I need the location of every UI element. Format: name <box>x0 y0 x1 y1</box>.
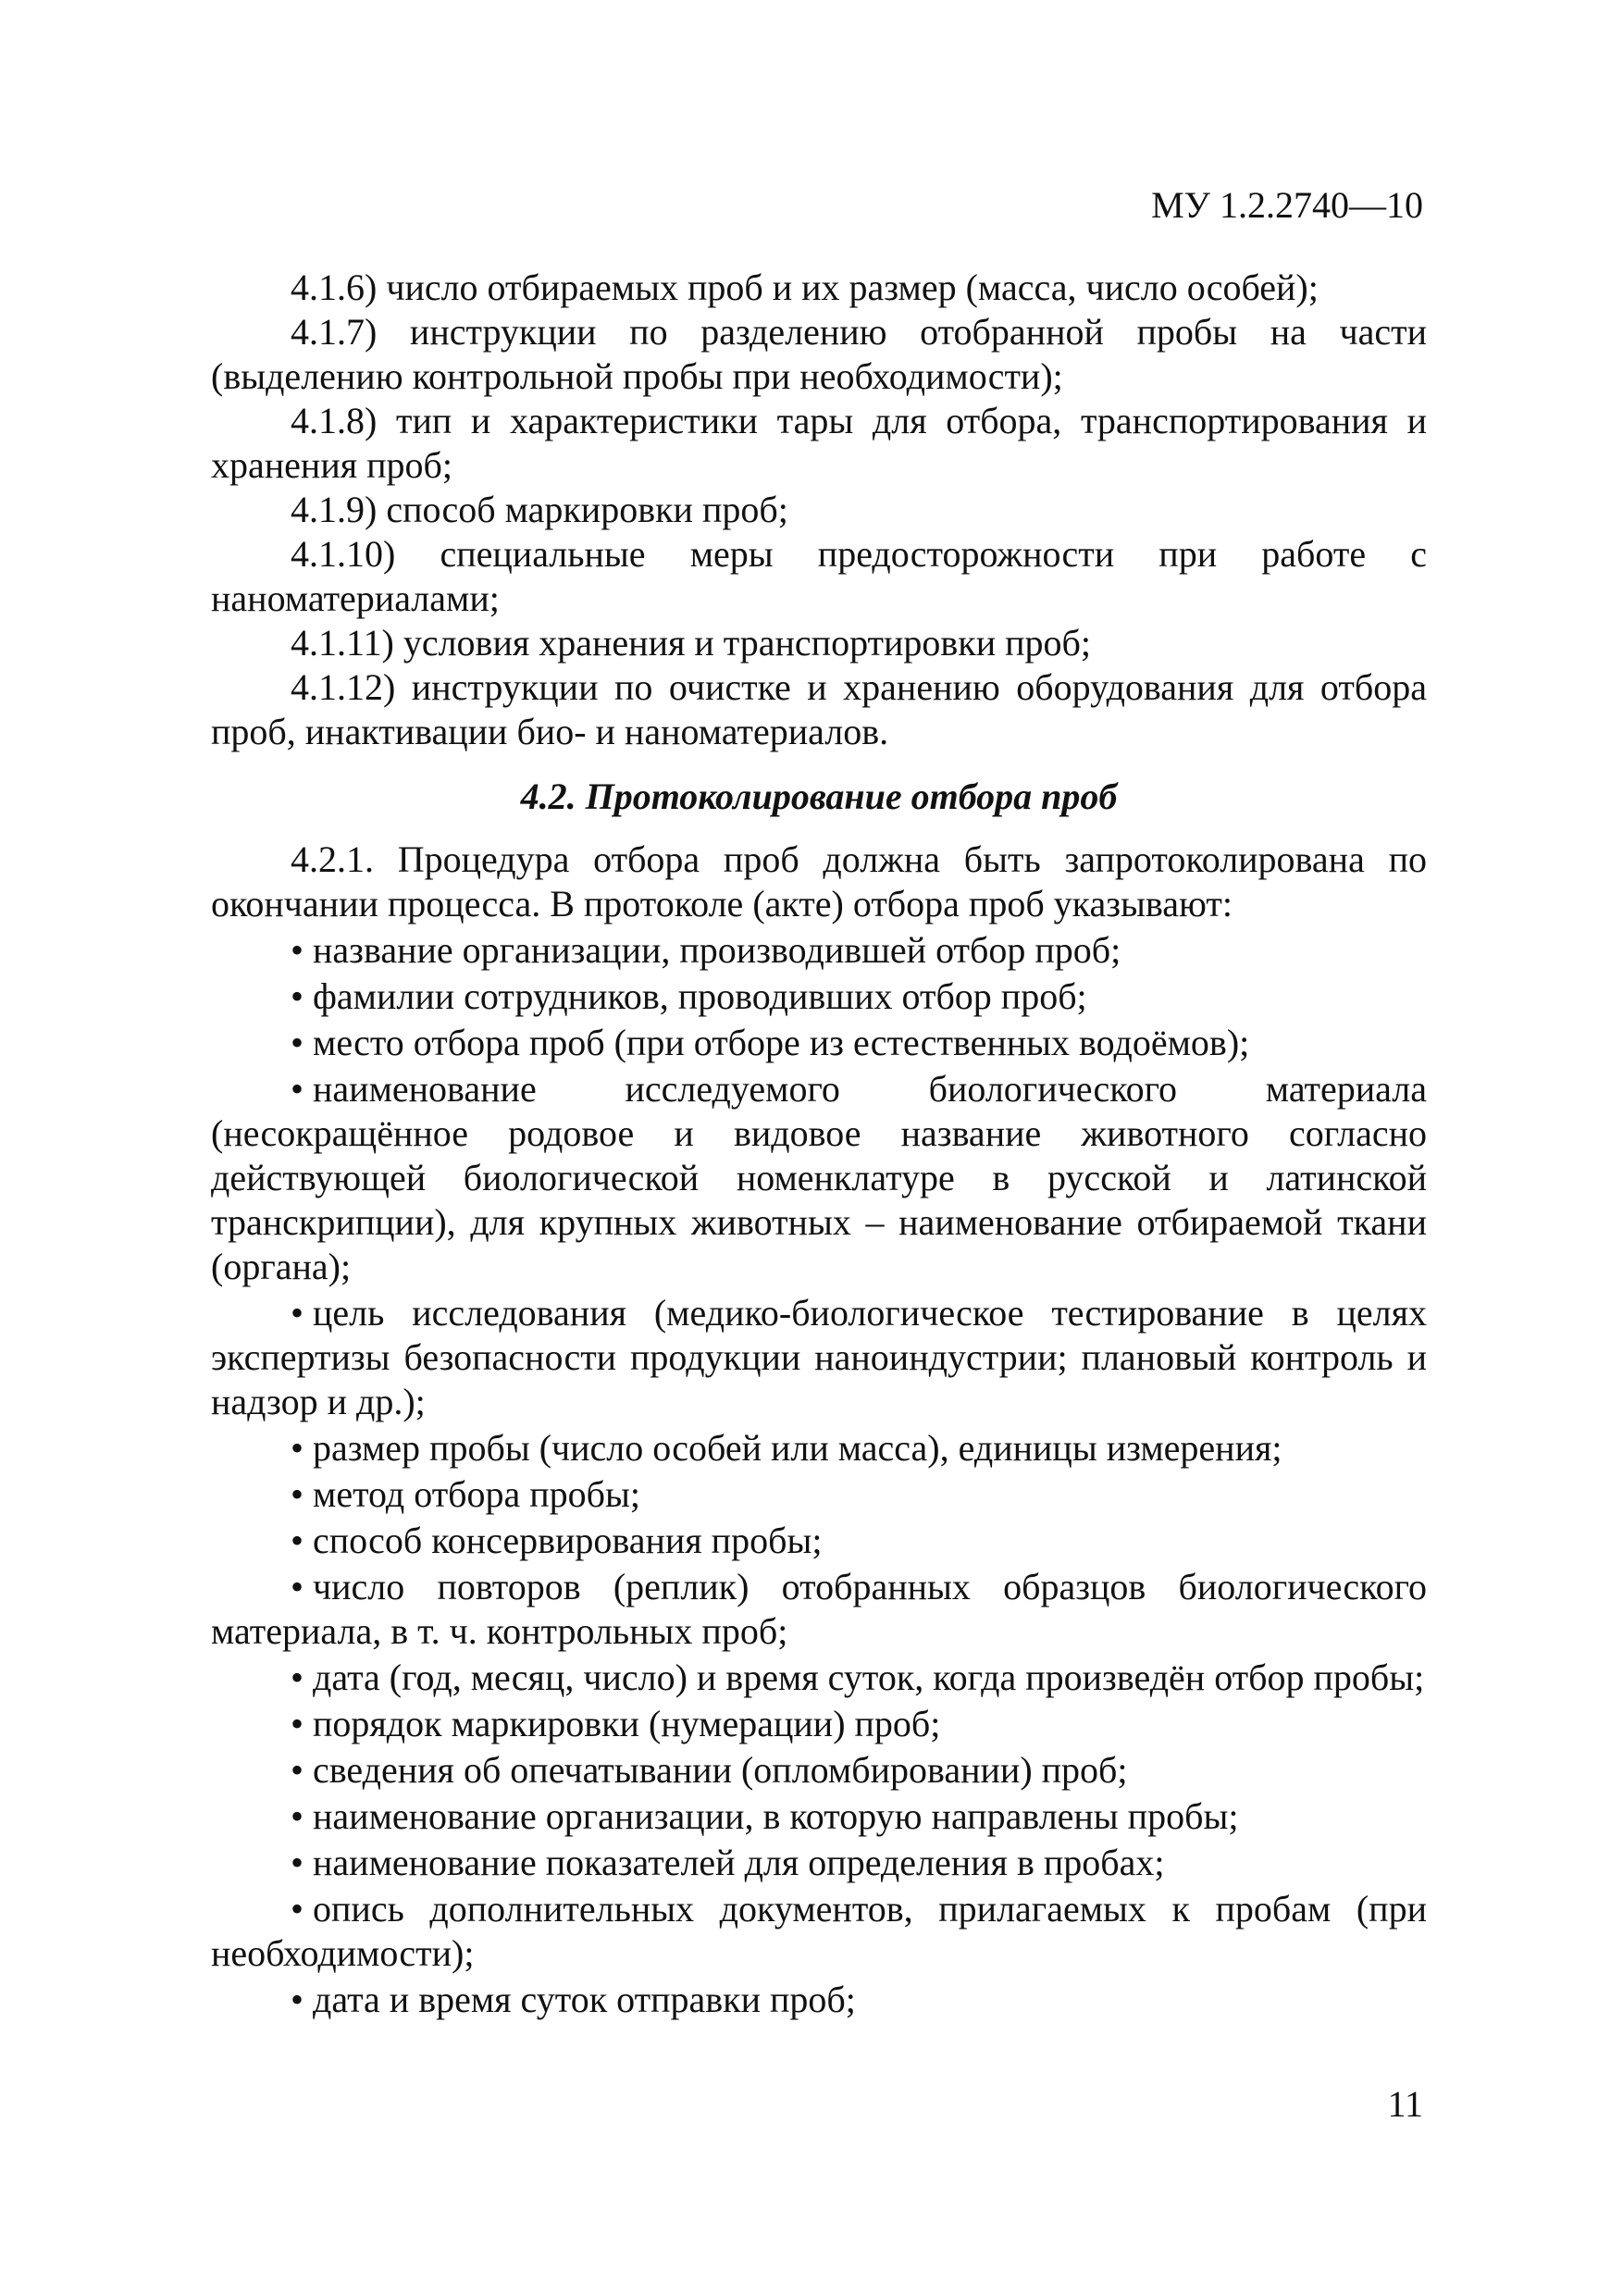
bullet-icon: • <box>291 1520 304 1561</box>
bullet-text: цель исследования (медико-биологическое тестирование в целях экспертизы безопасности продукции наноиндустрии; плановый контроль и надзор и др.); <box>211 1292 1427 1422</box>
bullet-text: размер пробы (число особей или масса), единицы измерения; <box>313 1427 1282 1469</box>
bullet-text: дата и время суток отправки проб; <box>313 1979 856 2020</box>
bullet-item <box>211 1794 1427 1839</box>
bullet-icon: • <box>291 1566 304 1607</box>
bullet-item <box>211 1291 1427 1424</box>
section-intro: 4.2.1. Процедура отбора проб должна быть запротоколирована по окончании процесса. В протоколе (акте) отбора проб указывают: <box>211 838 1427 925</box>
bullet-text: место отбора проб (при отборе из естественных водоёмов); <box>313 1022 1250 1063</box>
page-content <box>211 266 1427 2024</box>
list-item-4-1-9: 4.1.9) способ маркировки проб; <box>291 489 788 530</box>
bullet-list <box>211 928 1427 2022</box>
list-item-4-1-7: 4.1.7) инструкции по разделению отобранной пробы на части (выделению контрольной пробы при необходимости); <box>211 311 1427 397</box>
page-number: 11 <box>1387 2083 1423 2125</box>
bullet-icon: • <box>291 1473 304 1515</box>
bullet-icon: • <box>291 1842 304 1883</box>
bullet-item <box>211 1426 1427 1471</box>
section-heading: 4.2. Протоколирование отбора проб <box>520 776 1118 817</box>
bullet-icon: • <box>291 1795 304 1837</box>
bullet-text: метод отбора пробы; <box>313 1473 641 1515</box>
list-item-4-1-8: 4.1.8) тип и характеристики тары для отбора, транспортирования и хранения проб; <box>211 400 1427 486</box>
bullet-text: способ консервирования пробы; <box>313 1520 823 1561</box>
bullet-text: дата (год, месяц, число) и время суток, когда произведён отбор пробы; <box>313 1657 1425 1698</box>
bullet-text: наименование исследуемого биологического материала (несокращённое родовое и видовое название животного согласно действующей биологической номенклатуре в русской и латинской транскрипции), для крупных животных – наименование отбираемой ткани (органа); <box>211 1068 1427 1287</box>
bullet-icon: • <box>291 1292 304 1334</box>
bullet-icon: • <box>291 1703 304 1744</box>
bullet-icon: • <box>291 1888 304 1930</box>
bullet-item <box>211 1067 1427 1289</box>
list-item-4-1-10: 4.1.10) специальные меры предосторожности при работе с наноматериалами; <box>211 533 1427 619</box>
bullet-text: наименование организации, в которую направлены пробы; <box>313 1795 1239 1837</box>
bullet-item <box>211 1978 1427 2022</box>
bullet-text: число повторов (реплик) отобранных образцов биологического материала, в т. ч. контрольных проб; <box>211 1566 1427 1652</box>
bullet-item <box>211 1748 1427 1793</box>
bullet-item <box>211 1702 1427 1746</box>
bullet-item <box>211 1519 1427 1563</box>
document-code: МУ 1.2.2740—10 <box>1151 184 1423 226</box>
bullet-text: опись дополнительных документов, прилагаемых к пробам (при необходимости); <box>211 1888 1427 1974</box>
bullet-icon: • <box>291 1749 304 1791</box>
bullet-item <box>211 1656 1427 1700</box>
bullet-item <box>211 974 1427 1019</box>
bullet-icon: • <box>291 1427 304 1469</box>
bullet-icon: • <box>291 1068 304 1110</box>
bullet-item <box>211 1887 1427 1976</box>
bullet-icon: • <box>291 1022 304 1063</box>
bullet-text: название организации, производившей отбор проб; <box>313 929 1121 971</box>
bullet-item <box>211 1021 1427 1065</box>
bullet-item <box>211 1565 1427 1654</box>
bullet-text: фамилии сотрудников, проводивших отбор проб; <box>313 975 1087 1017</box>
bullet-icon: • <box>291 1657 304 1698</box>
bullet-item <box>211 928 1427 973</box>
bullet-icon: • <box>291 975 304 1017</box>
bullet-item <box>211 1841 1427 1885</box>
bullet-text: наименование показателей для определения в пробах; <box>313 1842 1165 1883</box>
bullet-icon: • <box>291 1979 304 2020</box>
bullet-icon: • <box>291 929 304 971</box>
list-item-4-1-12: 4.1.12) инструкции по очистке и хранению оборудования для отбора проб, инактивации био- и наноматериалов. <box>211 666 1427 752</box>
list-item-4-1-11: 4.1.11) условия хранения и транспортировки проб; <box>291 622 1092 664</box>
bullet-text: сведения об опечатывании (опломбировании) проб; <box>313 1749 1128 1791</box>
bullet-item <box>211 1472 1427 1517</box>
bullet-text: порядок маркировки (нумерации) проб; <box>313 1703 941 1744</box>
list-item-4-1-6: 4.1.6) число отбираемых проб и их размер (масса, число особей); <box>291 267 1319 308</box>
